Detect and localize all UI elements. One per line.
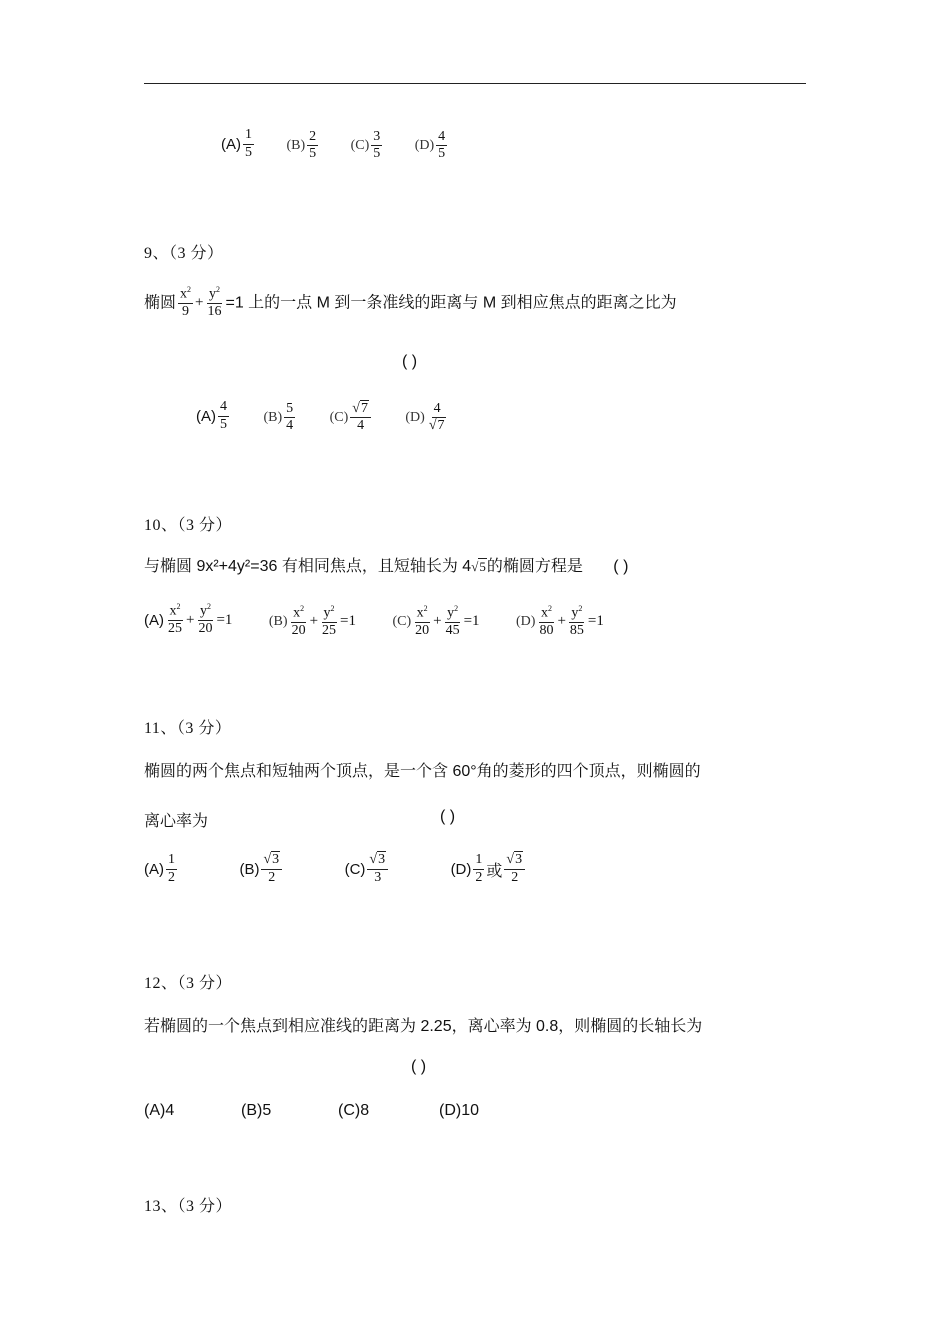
fraction: $\frac{4}{5}$ — [220, 399, 227, 432]
fraction: $\frac{1}{5}$ — [245, 127, 252, 160]
q9-stem: 椭圆 $\frac{x^2}{9}$ + $\frac{y^2}{16}$ =1 上的一点 M 到一条准线的距离与 M 到相应焦点的距离之比为 — [144, 285, 677, 320]
fraction: $\frac{y^2}{45}$ — [445, 603, 460, 638]
fraction: $\frac{2}{5}$ — [309, 128, 317, 162]
q11-choices — [144, 853, 527, 885]
q10-stem: 与椭圆 9x²+4y²=36 有相同焦点，且短轴长为 4√5的椭圆方程是 ( ) — [144, 558, 629, 575]
q8-choice-a[interactable]: (A) $\frac{1}{5}$ — [221, 127, 252, 160]
q9-answer-paren: ( ) — [402, 353, 418, 370]
q11-header: 11、（3 分） — [144, 720, 232, 737]
fraction: $\frac{3}{5}$ — [373, 128, 381, 162]
fraction: $\frac{y^2}{85}$ — [569, 603, 584, 638]
q9-choice-a[interactable]: (A) $\frac{4}{5}$ — [196, 399, 227, 432]
q11-stem-line-2: 离心率为 — [144, 813, 209, 830]
fraction: $\frac{x^2}{80}$ — [539, 603, 554, 638]
equation-term-x: $\frac{x^2}{9}$ — [180, 285, 192, 320]
fraction: $\frac{√7}{4}$ — [350, 402, 371, 434]
sqrt-symbol: √3 — [263, 852, 280, 867]
q9-header: 9、（3 分） — [144, 245, 224, 262]
q11-choice-b[interactable]: (B) $\frac{√3}{2}$ — [239, 853, 284, 885]
q10-choice-a[interactable]: (A) $\frac{x^2}{25}$ + $\frac{y^2}{20}$ =1 — [144, 602, 233, 637]
q8-choices — [221, 128, 449, 162]
q11-stem-line-1: 椭圆的两个焦点和短轴两个顶点，是一个含 60°角的菱形的四个顶点，则椭圆的 — [144, 763, 701, 780]
q9-choices — [196, 400, 450, 434]
sqrt-symbol: √7 — [428, 418, 445, 434]
q10-choice-b[interactable]: (B) $\frac{x^2}{20}$ + $\frac{y^2}{25}$ =1 — [268, 603, 356, 638]
q8-choice-c[interactable]: (C) $\frac{3}{5}$ — [350, 128, 381, 162]
fraction: $\frac{y^2}{25}$ — [322, 603, 337, 638]
q11-choice-c[interactable]: (C) $\frac{√3}{3}$ — [345, 853, 391, 885]
fraction: $\frac{x^2}{20}$ — [291, 603, 306, 638]
q10-choice-c[interactable]: (C) $\frac{x^2}{20}$ + $\frac{y^2}{45}$ =1 — [392, 603, 480, 638]
fraction: $\frac{4}{√7}$ — [428, 400, 445, 434]
q10-answer-paren: ( ) — [613, 558, 629, 575]
fraction: $\frac{y^2}{20}$ — [198, 602, 213, 637]
header-rule — [144, 83, 806, 84]
q11-choice-a[interactable]: (A) $\frac{1}{2}$ — [144, 852, 175, 885]
sqrt-symbol: √5 — [471, 559, 486, 574]
q12-choice-c[interactable]: (C)8 — [338, 1102, 370, 1119]
fraction: $\frac{x^2}{20}$ — [415, 603, 430, 638]
q12-answer-paren: ( ) — [411, 1058, 427, 1075]
q12-choice-a[interactable]: (A)4 — [144, 1102, 175, 1119]
q11-answer-paren: ( ) — [440, 808, 456, 825]
q12-stem: 若椭圆的一个焦点到相应准线的距离为 2.25，离心率为 0.8，则椭圆的长轴长为 — [144, 1018, 703, 1035]
q10-header: 10、（3 分） — [144, 517, 233, 534]
q8-choice-b[interactable]: (B) $\frac{2}{5}$ — [286, 128, 317, 162]
q10-choice-d[interactable]: (D) $\frac{x^2}{80}$ + $\frac{y^2}{85}$ =1 — [516, 603, 604, 638]
fraction: $\frac{5}{4}$ — [286, 400, 294, 434]
q8-choice-d[interactable]: (D) $\frac{4}{5}$ — [414, 128, 446, 162]
fraction: $\frac{1}{2}$ — [168, 852, 175, 885]
q10-choices — [144, 603, 604, 639]
sqrt-symbol: √7 — [352, 400, 368, 416]
fraction: $\frac{x^2}{25}$ — [168, 602, 182, 637]
fraction: $\frac{√3}{3}$ — [367, 853, 388, 885]
fraction: $\frac{√3}{2}$ — [504, 853, 525, 885]
q13-header: 13、（3 分） — [144, 1198, 233, 1215]
sqrt-symbol: √3 — [369, 852, 386, 867]
fraction: $\frac{4}{5}$ — [438, 128, 446, 162]
q11-choice-d[interactable]: (D) $\frac{1}{2}$ 或 $\frac{√3}{2}$ — [451, 853, 528, 885]
q9-choice-b[interactable]: (B) $\frac{5}{4}$ — [263, 400, 294, 434]
fraction: $\frac{√3}{2}$ — [261, 853, 282, 885]
equation-term-y: $\frac{y^2}{16}$ — [207, 285, 222, 320]
q12-choice-b[interactable]: (B)5 — [241, 1102, 272, 1119]
q12-header: 12、（3 分） — [144, 975, 233, 992]
sqrt-symbol: √3 — [506, 852, 523, 867]
q9-choice-d[interactable]: (D) $\frac{4}{√7}$ — [405, 402, 449, 434]
q12-choice-d[interactable]: (D)10 — [439, 1102, 480, 1119]
q9-choice-c[interactable]: (C) $\frac{√7}{4}$ — [330, 402, 373, 434]
fraction: $\frac{1}{2}$ — [475, 852, 483, 885]
